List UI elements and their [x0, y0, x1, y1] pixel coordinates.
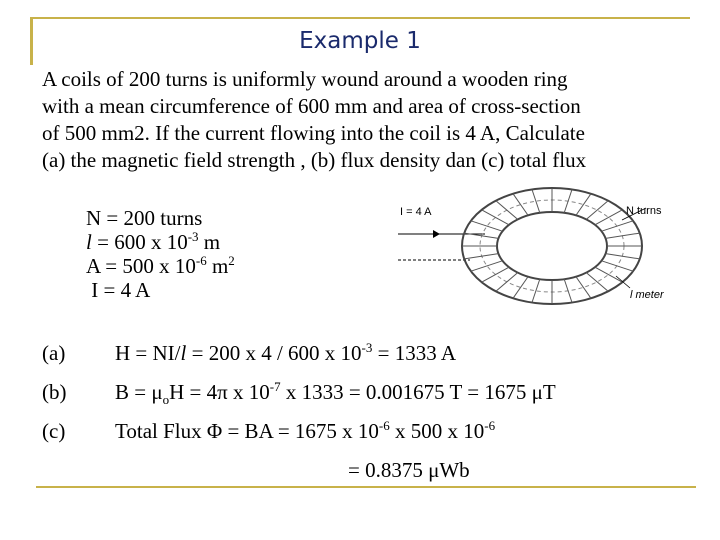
winding-turn: [482, 267, 509, 282]
problem-statement: [42, 66, 692, 178]
problem-line: (a) the magnetic field strength , (b) flux density dan (c) total flux: [42, 148, 587, 172]
winding-turn: [586, 201, 608, 220]
given-n: N = 200 turns: [86, 206, 203, 230]
current-arrow: [433, 230, 440, 238]
step-equation: Total Flux Φ = BA = 1675 x $10^{-6}$ x 500 x $10^{-6}$: [115, 418, 496, 443]
step-label: (c): [42, 419, 66, 443]
winding-turn: [595, 210, 622, 225]
given-l: l = 600 x $10^{-3}$ m: [86, 229, 221, 254]
given-values: [86, 206, 235, 302]
turns-label: N turns: [626, 205, 662, 217]
current-label: I = 4 A: [400, 206, 432, 218]
ring-inner: [497, 212, 607, 280]
slide-title: Example 1: [299, 28, 421, 54]
winding-turn: [602, 221, 634, 231]
given-i: I = 4 A: [91, 278, 151, 302]
winding-turn: [482, 210, 509, 225]
winding-turn: [513, 277, 528, 299]
toroid-diagram: [390, 180, 690, 320]
problem-line: of 500 mm2. If the current flowing into the coil is 4 A, Calculate: [42, 121, 585, 145]
winding-turn: [576, 194, 591, 216]
winding-turn: [471, 221, 503, 231]
mean-path: [480, 200, 624, 292]
step-equation: H = NI/l = 200 x 4 / 600 x $10^{-3} = 1333$ A: [115, 340, 456, 365]
step-label: (a): [42, 341, 66, 365]
winding-turn: [576, 277, 591, 299]
winding-turn: [602, 261, 634, 271]
winding-turn: [496, 201, 518, 220]
step-equation: $B = \mu_oH = 4\pi$ x $10^{-7}$ x 1333 = 0.001675 T = 1675 μT: [115, 379, 556, 408]
winding-turn: [496, 273, 518, 292]
length-label: l meter: [630, 289, 664, 301]
final-result: = 0.8375 μWb: [348, 458, 470, 482]
given-a: A = 500 x $10^{-6}$ $m^2$: [86, 253, 235, 278]
winding-turn: [586, 273, 608, 292]
top-rule: [30, 17, 690, 19]
step-label: (b): [42, 380, 67, 404]
problem-line: A coils of 200 turns is uniformly wound around a wooden ring: [42, 67, 568, 91]
winding-turn: [595, 267, 622, 282]
winding-turn: [471, 261, 503, 271]
winding-turn: [513, 194, 528, 216]
bottom-rule: [36, 486, 696, 488]
problem-line: with a mean circumference of 600 mm and area of cross-section: [42, 94, 581, 118]
